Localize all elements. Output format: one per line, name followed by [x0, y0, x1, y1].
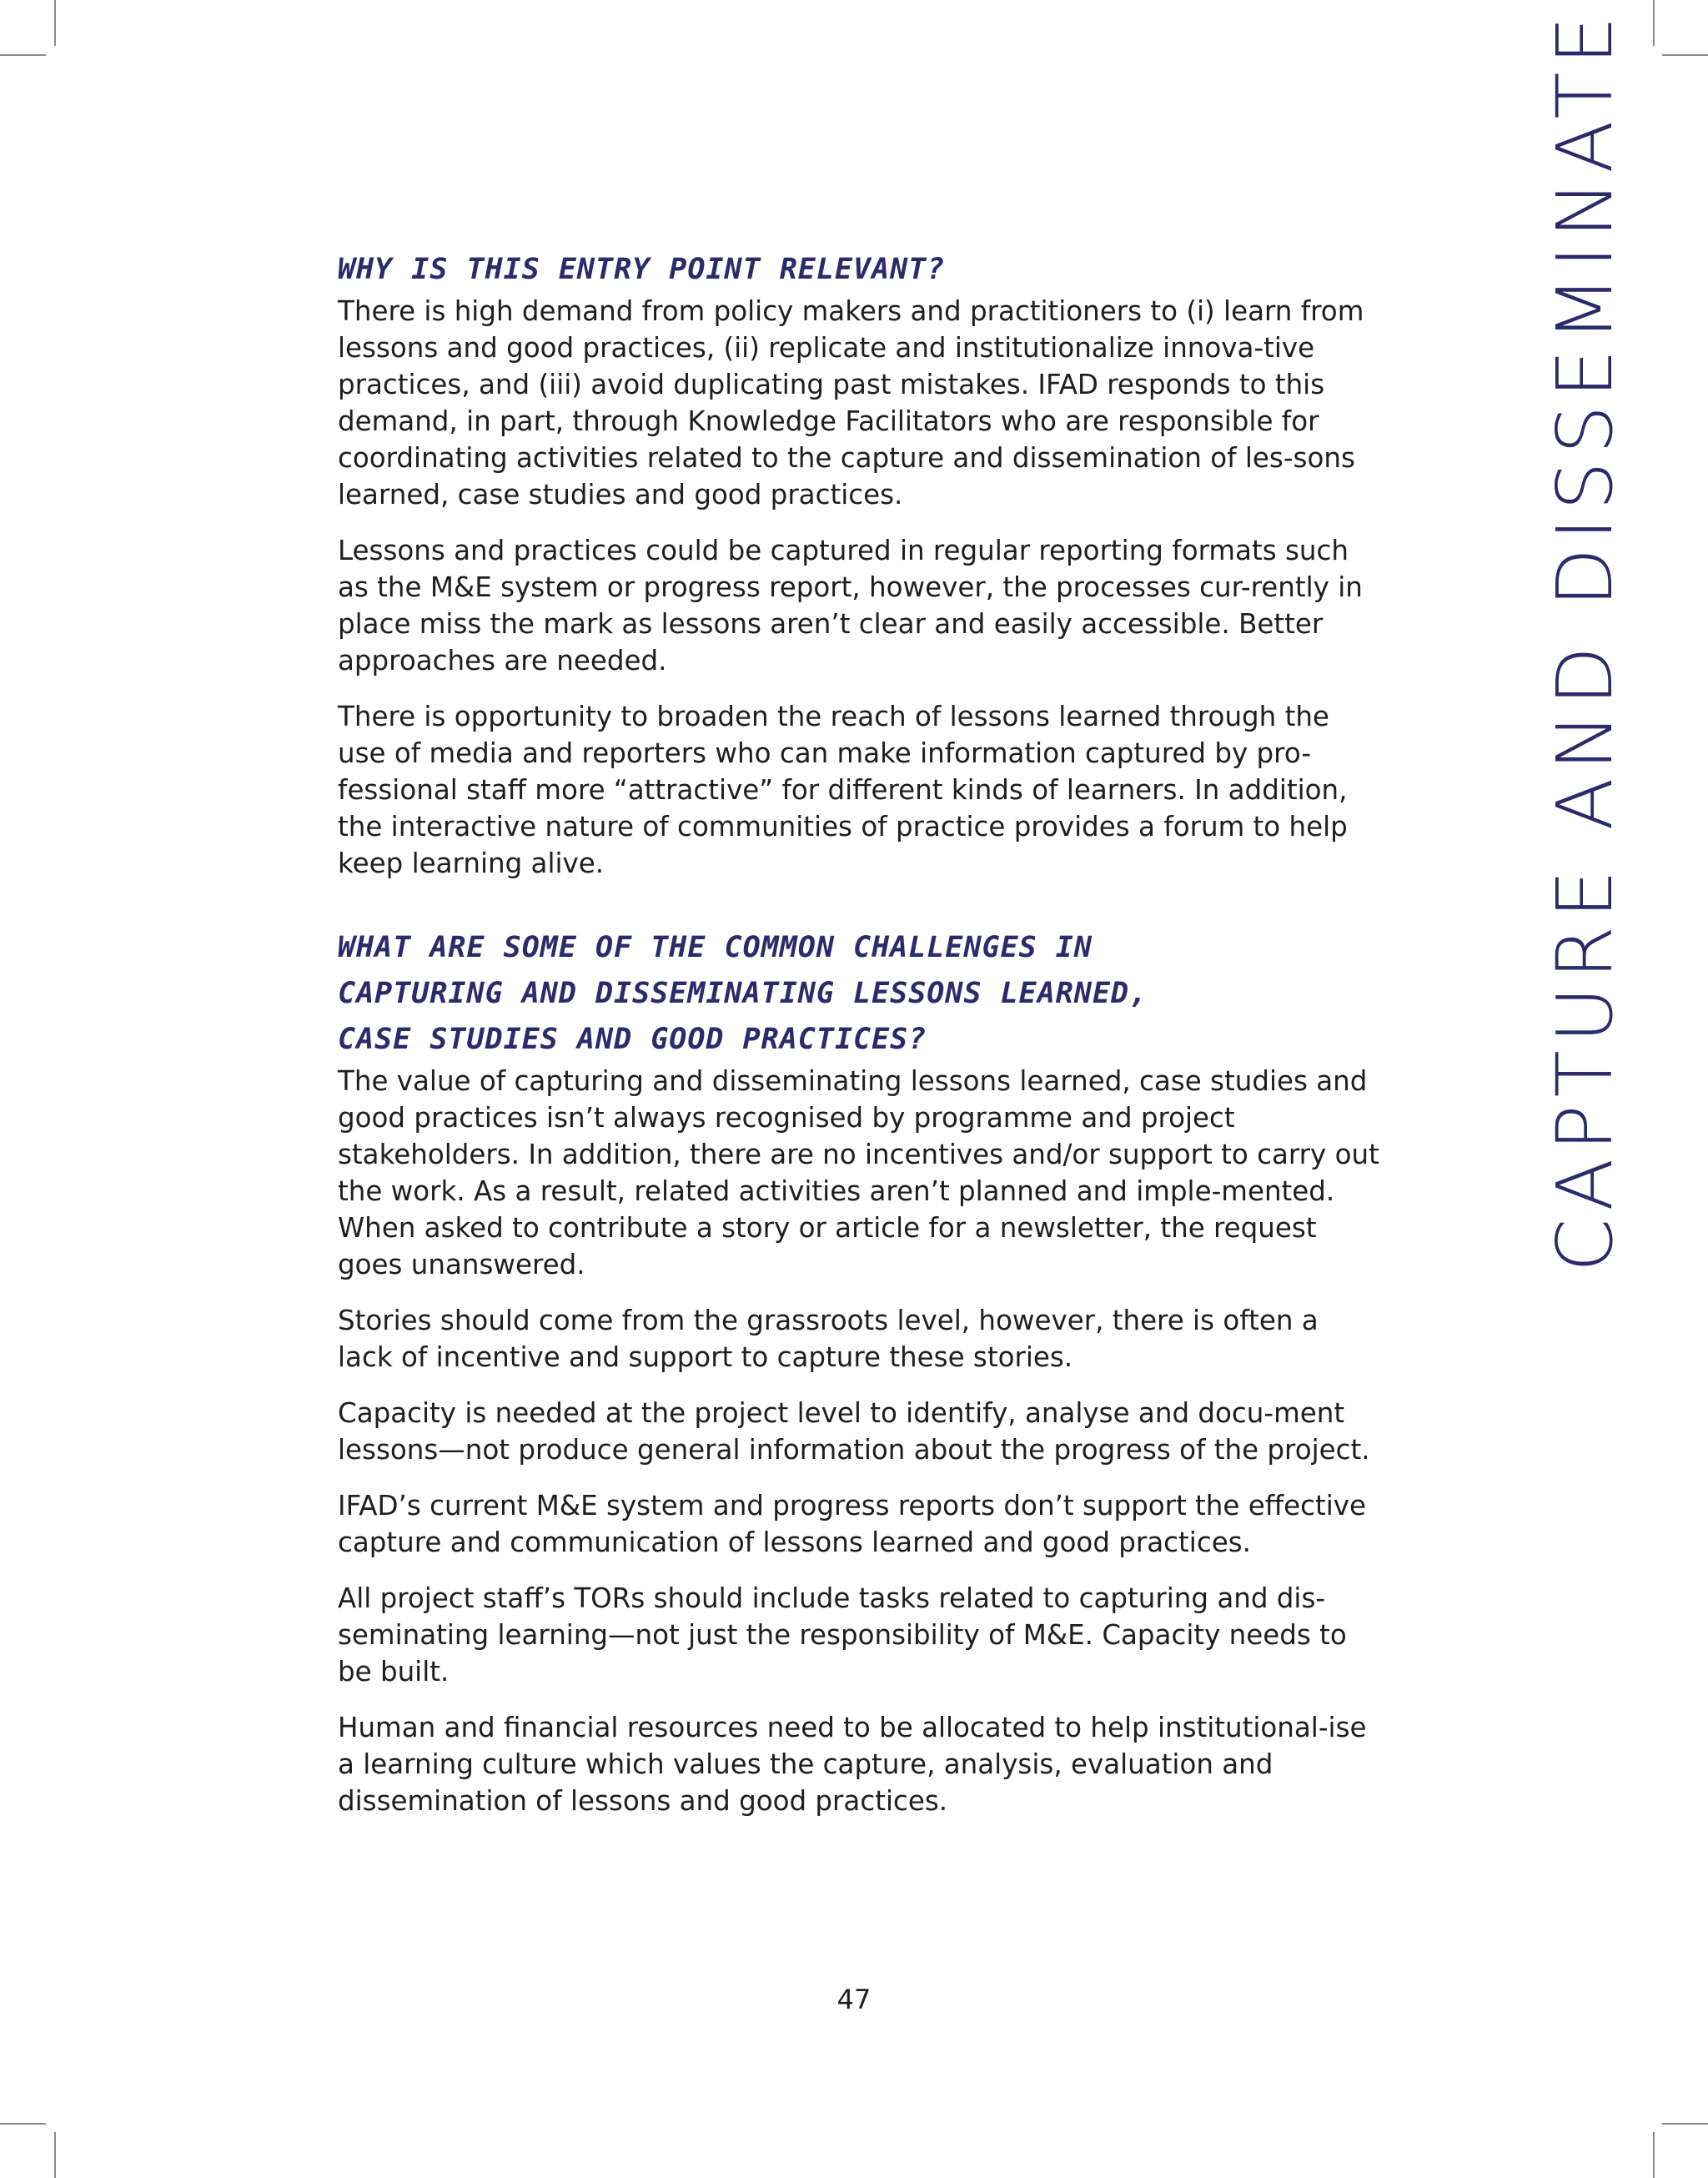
heading-line: CAPTURING AND DISSEMINATING LESSONS LEARNED, [338, 977, 1148, 1010]
heading-line: WHAT ARE SOME OF THE COMMON CHALLENGES IN [338, 931, 1093, 964]
page-content [338, 247, 1380, 1838]
heading-line: CASE STUDIES AND GOOD PRACTICES? [338, 1023, 927, 1056]
section-side-title: CAPTURE AND DISSEMINATE [1540, 8, 1630, 1272]
crop-mark-bottom-left [54, 2132, 56, 2178]
crop-mark-top-left [54, 0, 56, 46]
page-number: 47 [836, 1984, 872, 2015]
crop-mark-top-right-h [1662, 54, 1708, 56]
body-paragraph: The value of capturing and disseminating lessons learned, case studies and good practices isn’t always recognised by programme and project stakeholders. In addition, there are no incentives and/or support to carry out the work. As a result, related activities aren’t planned and imple-mented. When asked to contribute a story or article for a newsletter, the request goes unanswered. [338, 1065, 1379, 1280]
body-paragraph: There is high demand from policy makers and practitioners to (i) learn from lessons and good practices, (ii) replicate and institutionalize innova-tive practices, and (iii) avoid duplicating past mistakes. IFAD responds to this demand, in part, through Knowledge Facilitators who are responsible for coordinating activities related to the capture and dissemination of les-sons learned, case studies and good practices. [338, 295, 1364, 511]
section-heading-challenges [338, 925, 1380, 1063]
crop-mark-top-left-h [0, 54, 46, 56]
body-paragraph: IFAD’s current M&E system and progress reports don’t support the effective capture and communication of lessons learned and good practices. [338, 1490, 1366, 1558]
crop-mark-top-right [1653, 0, 1655, 46]
crop-mark-bottom-left-h [0, 2123, 46, 2125]
section-heading-relevance: WHY IS THIS ENTRY POINT RELEVANT? [338, 253, 946, 286]
crop-mark-bottom-right [1653, 2132, 1655, 2178]
body-paragraph: There is opportunity to broaden the reach of lessons learned through the use of media and reporters who can make information captured by pro-fessional staff more “attractive” for different kinds of learners. In addition, the interactive nature of communities of practice provides a forum to help keep learning alive. [338, 701, 1348, 879]
body-paragraph: Stories should come from the grassroots level, however, there is often a lack of incentive and support to capture these stories. [338, 1305, 1319, 1373]
crop-mark-bottom-right-h [1662, 2123, 1708, 2125]
body-paragraph: Human and financial resources need to be allocated to help institutional-ise a learning culture which values the capture, analysis, evaluation and dissemination of lessons and good practices. [338, 1712, 1367, 1817]
body-paragraph: All project staff’s TORs should include tasks related to capturing and dis-seminating learning—not just the responsibility of M&E. Capacity needs to be built. [338, 1582, 1347, 1688]
body-paragraph: Lessons and practices could be captured in regular reporting formats such as the M&E system or progress report, however, the processes cur-rently in place miss the mark as lessons aren’t clear and easily accessible. Better approaches are needed. [338, 535, 1363, 677]
body-paragraph: Capacity is needed at the project level to identify, analyse and docu-ment lessons—not produce general information about the progress of the project. [338, 1397, 1370, 1466]
